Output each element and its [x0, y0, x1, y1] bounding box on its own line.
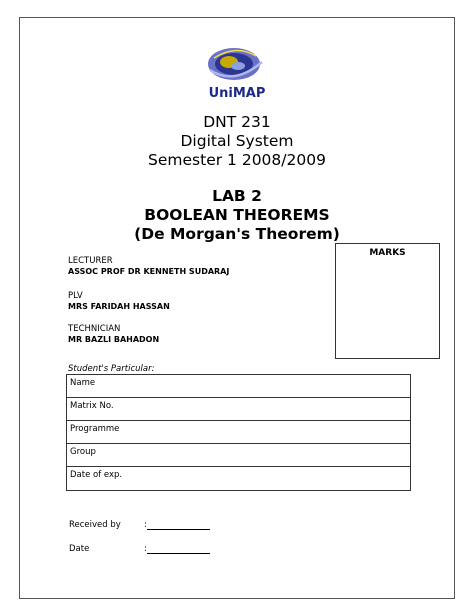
row-name[interactable]: Name [67, 375, 410, 398]
date-colon: : [144, 544, 147, 554]
date-line[interactable] [144, 544, 210, 554]
plv-label: PLV [68, 291, 83, 301]
technician-label: TECHNICIAN [68, 324, 121, 334]
lab-subtitle: (De Morgan's Theorem) [134, 225, 340, 243]
row-group[interactable]: Group [67, 444, 410, 467]
course-code: DNT 231 [203, 113, 271, 131]
technician-name: MR BAZLI BAHADON [68, 335, 160, 344]
logo-wordmark: UniMAP [208, 86, 266, 101]
student-particular-heading: Student's Particular: [68, 364, 155, 374]
student-particular-table [66, 374, 411, 491]
marks-box [335, 243, 440, 359]
semester: Semester 1 2008/2009 [148, 151, 326, 169]
received-by-colon: : [144, 520, 147, 530]
row-matrix-no[interactable]: Matrix No. [67, 398, 410, 421]
lab-title: BOOLEAN THEOREMS [144, 206, 330, 224]
lab-number: LAB 2 [212, 187, 262, 205]
received-by-label: Received by [69, 520, 121, 530]
plv-name: MRS FARIDAH HASSAN [68, 302, 170, 311]
course-name: Digital System [180, 132, 294, 150]
lecturer-name: ASSOC PROF DR KENNETH SUDARAJ [68, 267, 230, 276]
date-label: Date [69, 544, 90, 554]
marks-label: MARKS [369, 248, 406, 258]
received-by-line[interactable] [144, 520, 210, 530]
row-date-of-exp[interactable]: Date of exp. [70, 470, 123, 480]
lecturer-label: LECTURER [68, 256, 113, 266]
row-programme[interactable]: Programme [67, 421, 410, 444]
